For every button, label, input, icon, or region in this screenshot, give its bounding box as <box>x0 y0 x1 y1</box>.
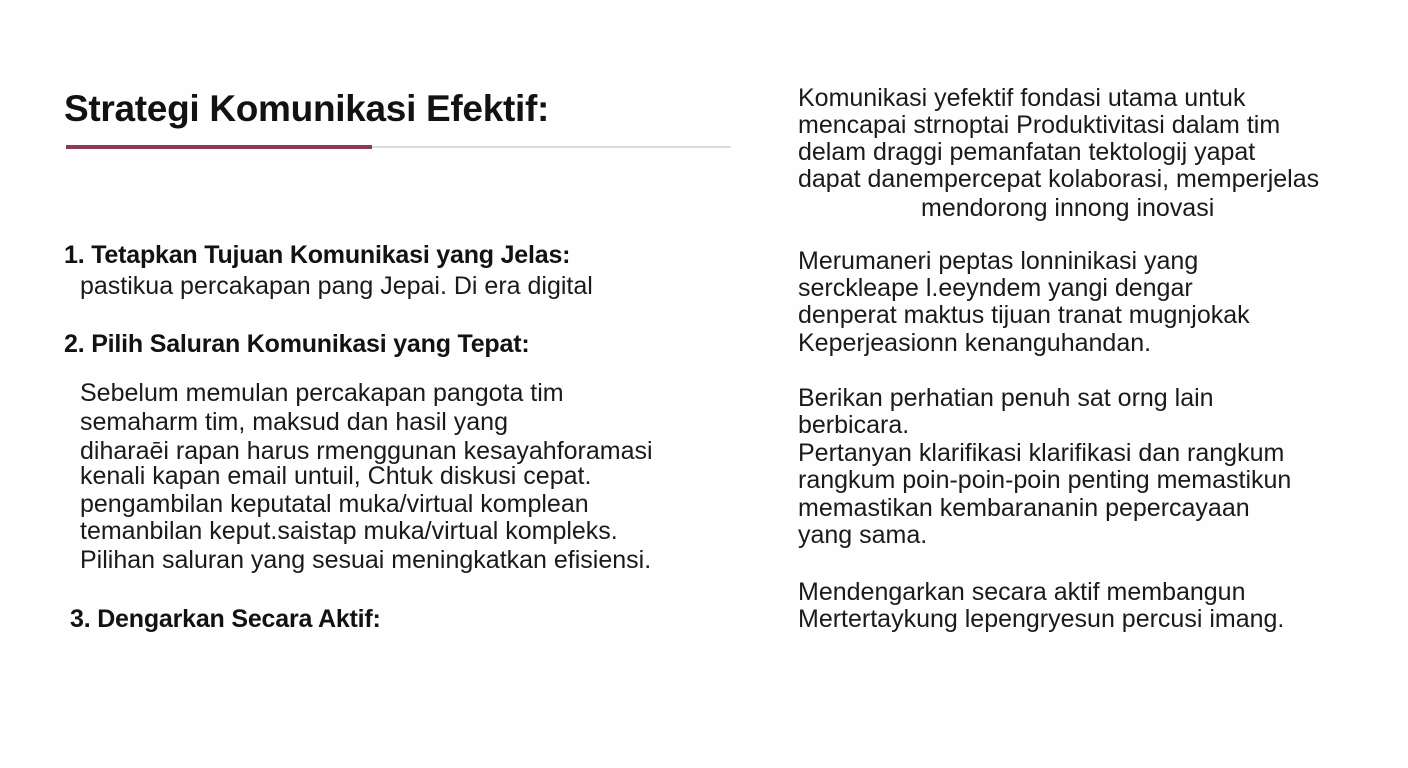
title-underline-accent <box>66 145 372 149</box>
point-3-detail-line: Pertanyan klarifikasi klarifikasi dan rangkum <box>798 439 1285 467</box>
intro-paragraph-line: Komunikasi yefektif fondasi utama untuk <box>798 84 1246 112</box>
point-3-detail-line: memastikan kembarananin pepercayaan <box>798 494 1250 522</box>
title-underline-rest <box>372 146 731 148</box>
point-3-detail-line: Berikan perhatian penuh sat orng lain <box>798 384 1214 412</box>
point-3-detail-line: rangkum poin-poin-poin penting memastikun <box>798 466 1292 494</box>
point-2-heading: 2. Pilih Saluran Komunikasi yang Tepat: <box>64 330 530 358</box>
point-2-text-line: kenali kapan email untuil, Chtuk diskusi cepat. <box>80 462 592 490</box>
point-2-text-line: diharaēi rapan harus rmenggunan kesayahforamasi <box>80 437 653 465</box>
intro-paragraph-line: dapat danempercepat kolaborasi, memperjelas <box>798 165 1320 193</box>
point-2-text-line: pengambilan keputatal muka/virtual komplean <box>80 490 589 518</box>
point-2-text-line: Pilihan saluran yang sesuai meningkatkan efisiensi. <box>80 546 652 574</box>
point-2-text-line: semaharm tim, maksud dan hasil yang <box>80 408 508 436</box>
intro-paragraph-line: mendorong innong inovasi <box>921 194 1215 222</box>
point-1-detail-line: serckleape l.eeyndem yangi dengar <box>798 274 1193 302</box>
title-underline <box>66 145 731 149</box>
point-1-heading: 1. Tetapkan Tujuan Komunikasi yang Jelas: <box>64 241 571 269</box>
intro-paragraph-line: mencapai strnoptai Produktivitasi dalam tim <box>798 111 1281 139</box>
point-3-detail-line: yang sama. <box>798 521 928 549</box>
point-3-detail-line: berbicara. <box>798 411 910 439</box>
point-1-text: pastikua percakapan pang Jepai. Di era digital <box>80 272 593 300</box>
point-3-heading: 3. Dengarkan Secara Aktif: <box>70 605 381 633</box>
slide-title: Strategi Komunikasi Efektif: <box>64 88 550 129</box>
point-1-detail-line: Merumaneri peptas lonninikasi yang <box>798 247 1199 275</box>
point-2-text-line: Sebelum memulan percakapan pangota tim <box>80 379 564 407</box>
closing-line: Mertertaykung lepengryesun percusi imang. <box>798 605 1285 633</box>
closing-line: Mendengarkan secara aktif membangun <box>798 578 1246 606</box>
point-2-text-line: temanbilan keput.saistap muka/virtual kompleks. <box>80 517 618 545</box>
point-1-detail-line: Keperjeasionn kenanguhandan. <box>798 329 1152 357</box>
intro-paragraph-line: delam draggi pemanfatan tektologij yapat <box>798 138 1256 166</box>
point-1-detail-line: denperat maktus tijuan tranat mugnjokak <box>798 301 1250 329</box>
